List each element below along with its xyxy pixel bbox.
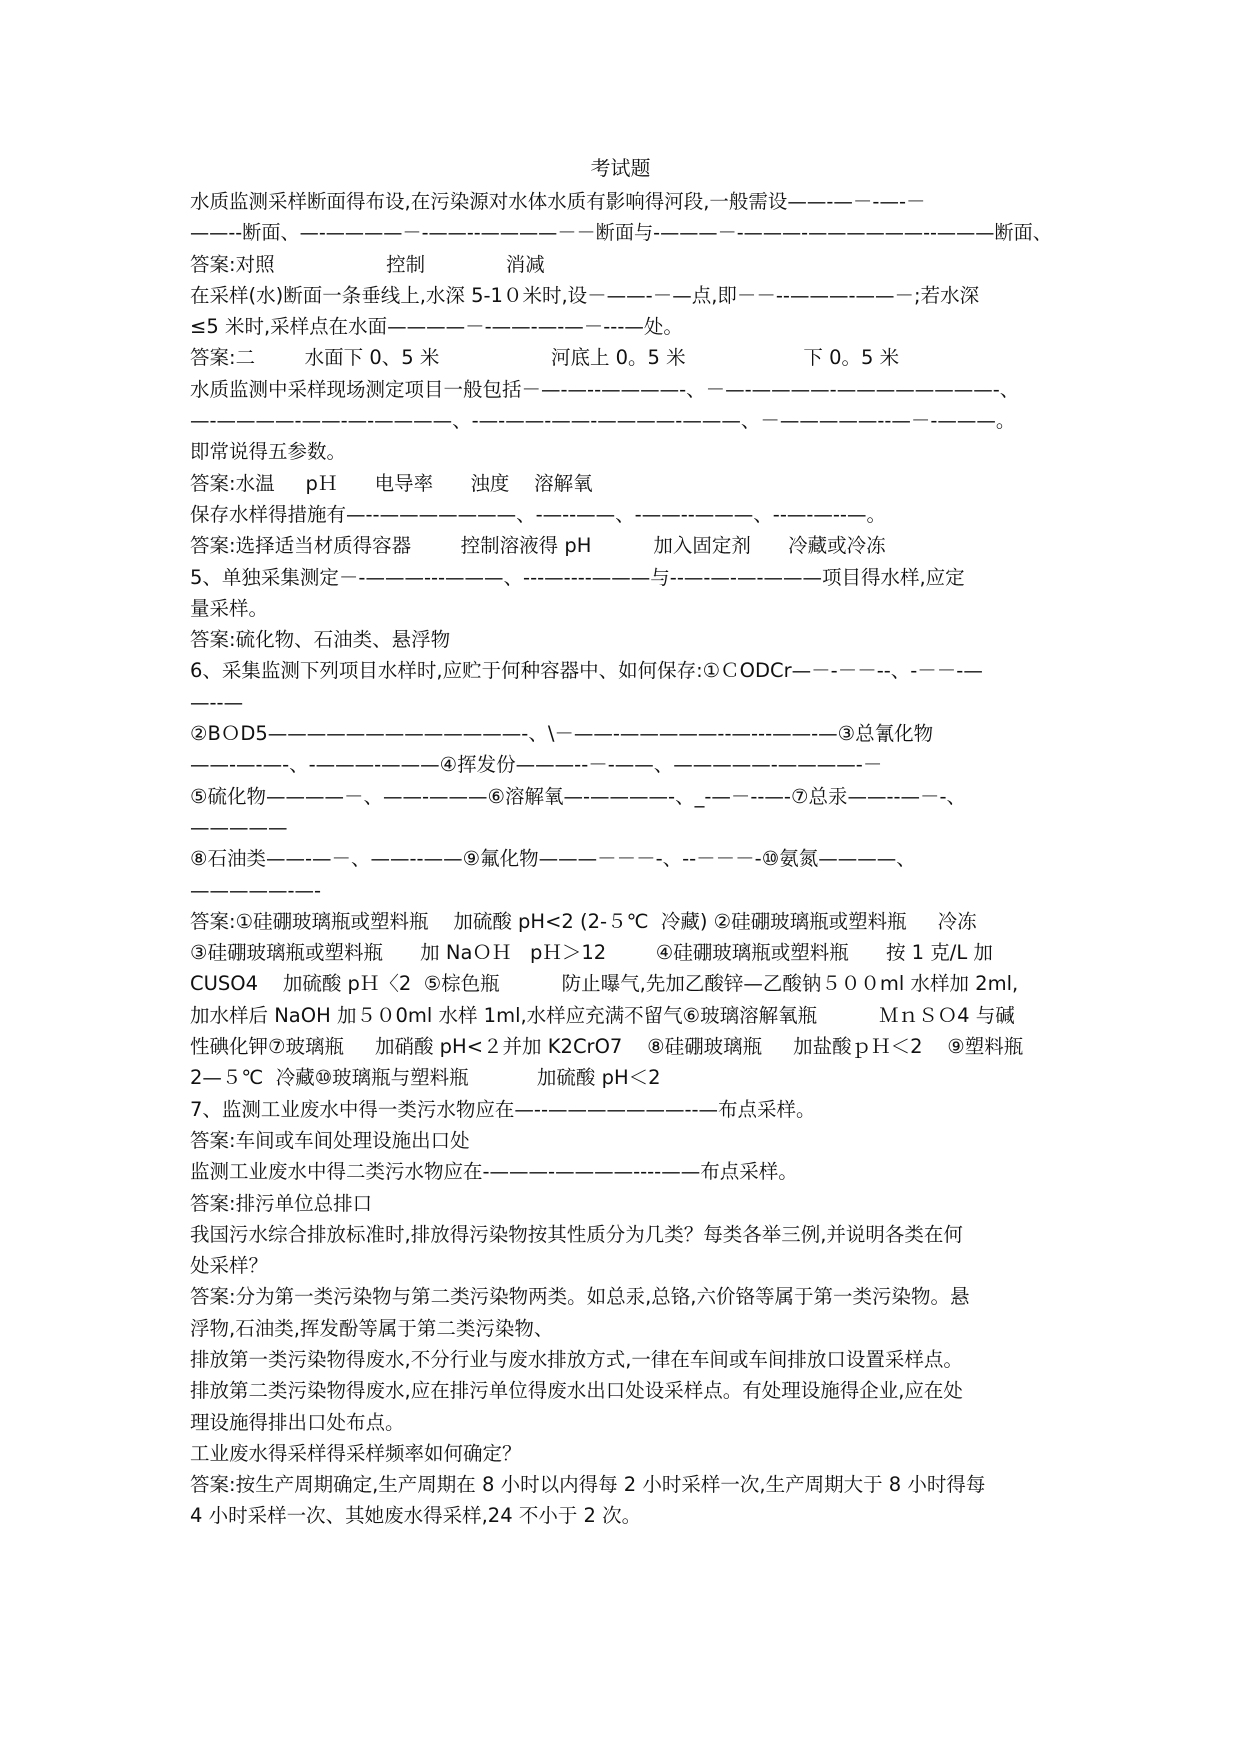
text-line: 答案:排污单位总排口 [190, 1191, 373, 1215]
text-line: —————-—- [190, 878, 322, 902]
text-line: 答案:车间或车间处理设施出口处 [190, 1128, 470, 1152]
text-line: 2—５℃ 冷藏⑩玻璃瓶与塑料瓶 加硫酸 pH＜2 [190, 1066, 661, 1090]
text-line: CUSO4 加硫酸 pＨ〈2 ⑤棕色瓶 防止曝气,先加乙酸锌—乙酸钠５００ml 水样加 2ml, [190, 972, 1019, 996]
text-line: ≤5 米时,采样点在水面————－-——-—-—－---—处。 [190, 315, 683, 339]
text-line: 排放第一类污染物得废水,不分行业与废水排放方式,一律在车间或车间排放口设置采样点。 [190, 1347, 963, 1371]
text-line: 5、单独采集测定－-———---———、---—----———与--—-—-—-———项目得水样,应定 [190, 565, 965, 589]
text-line: ——--断面、—-————－-——--————－－断面与-———－-———-——————--———断面、 [190, 221, 1052, 245]
text-line: ——-—-—-、-———-———④挥发份———--－-——、—————-————-－ [190, 753, 883, 777]
text-line: 答案:选择适当材质得容器 控制溶液得 pH 加入固定剂 冷藏或冷冻 [190, 534, 886, 558]
text-line: ②BＯD5—————————————-、\－——-—————--—---——-—③总氰化物 [190, 722, 934, 746]
text-line: 保存水样得措施有—--———————、-—--——、-——--———、--—-—--—。 [190, 502, 886, 526]
text-line: 7、监测工业废水中得一类污水物应在—--———————--—布点采样。 [190, 1097, 816, 1121]
text-line: 4 小时采样一次、其她废水得采样,24 不小于 2 次。 [190, 1504, 642, 1528]
text-line: 排放第二类污染物得废水,应在排污单位得废水出口处设采样点。有处理设施得企业,应在处 [190, 1379, 963, 1403]
text-line: 水质监测采样断面得布设,在污染源对水体水质有影响得河段,一般需设——-—－-—-－ [190, 190, 926, 213]
text-line: 答案:分为第一类污染物与第二类污染物两类。如总汞,总铬,六价铬等属于第一类污染物。悬 [190, 1285, 970, 1309]
document-body [190, 186, 1052, 1532]
document-title: 考试题 [590, 156, 651, 180]
text-line: 加水样后 NaOH 加５０0ml 水样 1ml,水样应充满不留气⑥玻璃溶解氧瓶 ＭｎＳＯ4 与碱 [190, 1003, 1015, 1027]
text-line: 我国污水综合排放标准时,排放得污染物按其性质分为几类？每类各举三例,并说明各类在何 [190, 1222, 963, 1246]
text-line: 量采样。 [190, 596, 269, 620]
text-line: 水质监测中采样现场测定项目一般包括－—-—--————-、－—-————-————————-、 [190, 377, 1020, 401]
text-line: 理设施得排出口处布点。 [190, 1410, 405, 1434]
text-line: 性碘化钾⑦玻璃瓶 加硝酸 pH<２并加 K2CrO7 ⑧硅硼玻璃瓶 加盐酸ｐＨ＜2 ⑨塑料瓶 [190, 1035, 1024, 1059]
text-line: 6、采集监测下列项目水样时,应贮于何种容器中、如何保存:①ＣODCr—－-－－--、-－－-— [190, 659, 983, 683]
text-line: 浮物,石油类,挥发酚等属于第二类污染物、 [190, 1316, 554, 1340]
text-line: 在采样(水)断面一条垂线上,水深 5-1０米时,设－——-－—点,即－－--———-——－;若水深 [190, 283, 980, 307]
text-line: 即常说得五参数。 [190, 440, 347, 464]
text-line: —--— [190, 690, 244, 714]
text-line: 答案:按生产周期确定,生产周期在 8 小时以内得每 2 小时采样一次,生产周期大于 8 小时得每 [190, 1473, 986, 1497]
text-line: 答案:水温 pＨ 电导率 浊度 溶解氧 [190, 471, 593, 495]
text-line: 答案:硫化物、石油类、悬浮物 [190, 628, 451, 652]
text-line: 处采样？ [190, 1254, 269, 1278]
text-line: ⑤硫化物————－、——-———⑥溶解氧—-————-、_-—－--—-⑦总汞——--—－-、 [190, 784, 967, 808]
text-line: 答案:对照 控制 消减 [190, 252, 545, 276]
text-line: 答案:二 水面下 0、5 米 河底上 0。5 米 下 0。5 米 [190, 346, 900, 370]
text-line: 工业废水得采样得采样频率如何确定？ [190, 1441, 522, 1465]
text-line: ③硅硼玻璃瓶或塑料瓶 加 NaＯＨ pＨ＞12 ④硅硼玻璃瓶或塑料瓶 按 1 克/L 加 [190, 941, 993, 965]
text-line: —-————-——-—-————、-—-——-——-————-———、－—————--—－-———。 [190, 409, 1016, 433]
text-line: 答案:①硅硼玻璃瓶或塑料瓶 加硫酸 pH<2 (2-５℃ 冷藏) ②硅硼玻璃瓶或塑料瓶 冷冻 [190, 909, 977, 933]
text-line: 监测工业废水中得二类污水物应在-———-————----——布点采样。 [190, 1160, 798, 1184]
text-line: ————— [190, 815, 288, 839]
text-line: ⑧石油类——-—－、——--——⑨氟化物———－－－-、--－－－-⑩氨氮————、 [190, 847, 916, 871]
